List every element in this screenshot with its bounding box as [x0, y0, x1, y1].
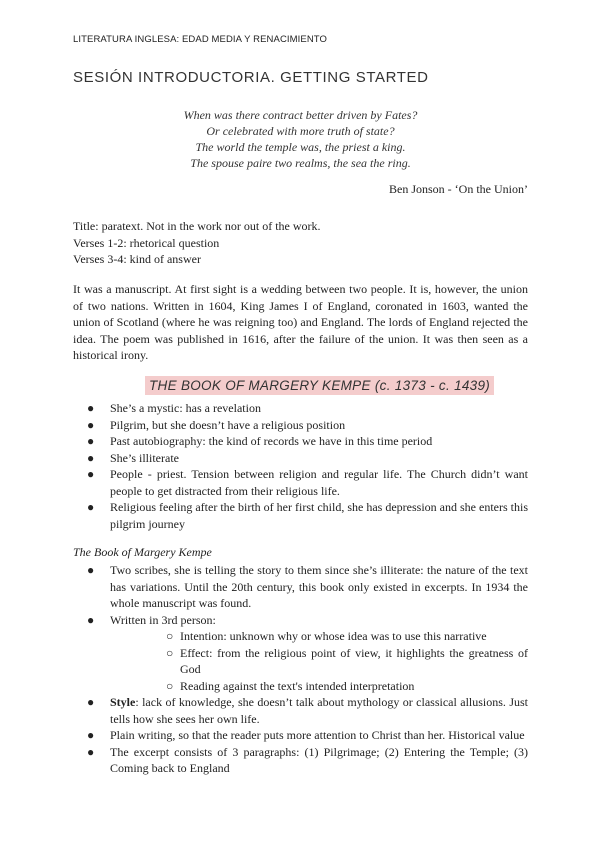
- bullet-icon: ●: [87, 401, 95, 415]
- poem-line: The spouse paire two realms, the sea the ring.: [190, 156, 411, 170]
- list-item: [73, 417, 528, 434]
- list-item-text: She’s illiterate: [110, 450, 179, 465]
- sub-list-item-text: Intention: unknown why or whose idea was to use this narrative: [180, 629, 487, 643]
- bullet-icon: ●: [87, 563, 95, 577]
- epigraph-poem: [73, 107, 528, 171]
- bullet-icon: ●: [87, 612, 95, 627]
- note-line: Verses 3-4: kind of answer: [73, 252, 201, 266]
- sub-list-item: [110, 628, 528, 645]
- list-item-text: Written in 3rd person:: [110, 612, 216, 627]
- list-item-text: She’s a mystic: has a revelation: [110, 401, 261, 415]
- hollow-bullet-icon: ○: [166, 678, 174, 693]
- list-item-text: The excerpt consists of 3 paragraphs: (1) Pilgrimage; (2) Entering the Temple; (3) Coming back to England: [110, 744, 528, 775]
- list-item: [73, 612, 528, 695]
- section-heading-highlighted: THE BOOK OF MARGERY KEMPE (c. 1373 - c. 1439): [145, 376, 494, 395]
- bullet-icon: ●: [87, 450, 95, 465]
- note-line: Verses 1-2: rhetorical question: [73, 235, 220, 250]
- list-item: [73, 694, 528, 727]
- list-item-text: : lack of knowledge, she doesn’t talk about mythology or classical allusions. Just tells how she sees her own life.: [110, 695, 528, 726]
- sub-list-item-text: Reading against the text's intended interpretation: [180, 678, 415, 693]
- bullet-icon: ●: [87, 417, 95, 432]
- bullet-icon: ●: [87, 728, 95, 742]
- bullet-icon: ●: [87, 744, 95, 759]
- poem-line: When was there contract better driven by Fates?: [183, 108, 418, 122]
- list-item-text: Past autobiography: the kind of records we have in this time period: [110, 434, 433, 448]
- book-bullet-list: [73, 562, 528, 777]
- bullet-icon: ●: [87, 500, 95, 514]
- sub-list-item: [110, 645, 528, 678]
- list-item-text: Religious feeling after the birth of her first child, she has depression and she enters this pilgrim journey: [110, 500, 528, 531]
- list-item: [73, 450, 528, 467]
- list-item: [73, 727, 528, 744]
- poem-line: Or celebrated with more truth of state?: [206, 124, 395, 138]
- page-title: SESIÓN INTRODUCTORIA. GETTING STARTED: [73, 69, 429, 86]
- sub-list-item-text: Effect: from the religious point of view, it highlights the greatness of God: [180, 645, 528, 676]
- bullet-icon: ●: [87, 467, 95, 481]
- poem-attribution: Ben Jonson - ‘On the Union’: [389, 182, 528, 196]
- list-item: [73, 562, 528, 612]
- sub-list-item: [110, 678, 528, 695]
- list-item: [73, 744, 528, 777]
- intro-paragraph: It was a manuscript. At first sight is a wedding between two people. It is, however, the union of two nations. Written in 1604, King James I of England, coronated in 1603, wanted the union of Scotland (where he was reigning too) and England. The lords of England rejected the idea. The poem was published in 1616, after the failure of the union. It was then seen as a historical irony.: [73, 282, 528, 362]
- list-item: [73, 499, 528, 532]
- list-item-text: Two scribes, she is telling the story to them since she’s illiterate: the nature of the text has variations. Until the 20th century, this book only existed in excerpts. In 1934 the whole manuscript was found.: [110, 563, 528, 610]
- kempe-bullet-list: [73, 400, 528, 532]
- third-person-sublist: [110, 628, 528, 694]
- list-item: [73, 466, 528, 499]
- list-item-text: People - priest. Tension between religion and regular life. The Church didn’t want people to get distracted from their religious life.: [110, 467, 528, 498]
- hollow-bullet-icon: ○: [166, 629, 174, 643]
- note-line: Title: paratext. Not in the work nor out of the work.: [73, 219, 321, 233]
- running-header: LITERATURA INGLESA: EDAD MEDIA Y RENACIMIENTO: [73, 34, 328, 45]
- hollow-bullet-icon: ○: [166, 645, 174, 660]
- bullet-icon: ●: [87, 434, 95, 448]
- list-item-text: Pilgrim, but she doesn’t have a religious position: [110, 417, 346, 432]
- book-subheading: The Book of Margery Kempe: [73, 545, 212, 559]
- poem-line: The world the temple was, the priest a king.: [195, 140, 406, 154]
- analysis-notes: [73, 218, 321, 268]
- bullet-icon: ●: [87, 695, 95, 709]
- list-item: [73, 400, 528, 417]
- style-label: Style: [110, 695, 136, 709]
- list-item: [73, 433, 528, 450]
- list-item-text: Plain writing, so that the reader puts more attention to Christ than her. Historical value: [110, 728, 525, 742]
